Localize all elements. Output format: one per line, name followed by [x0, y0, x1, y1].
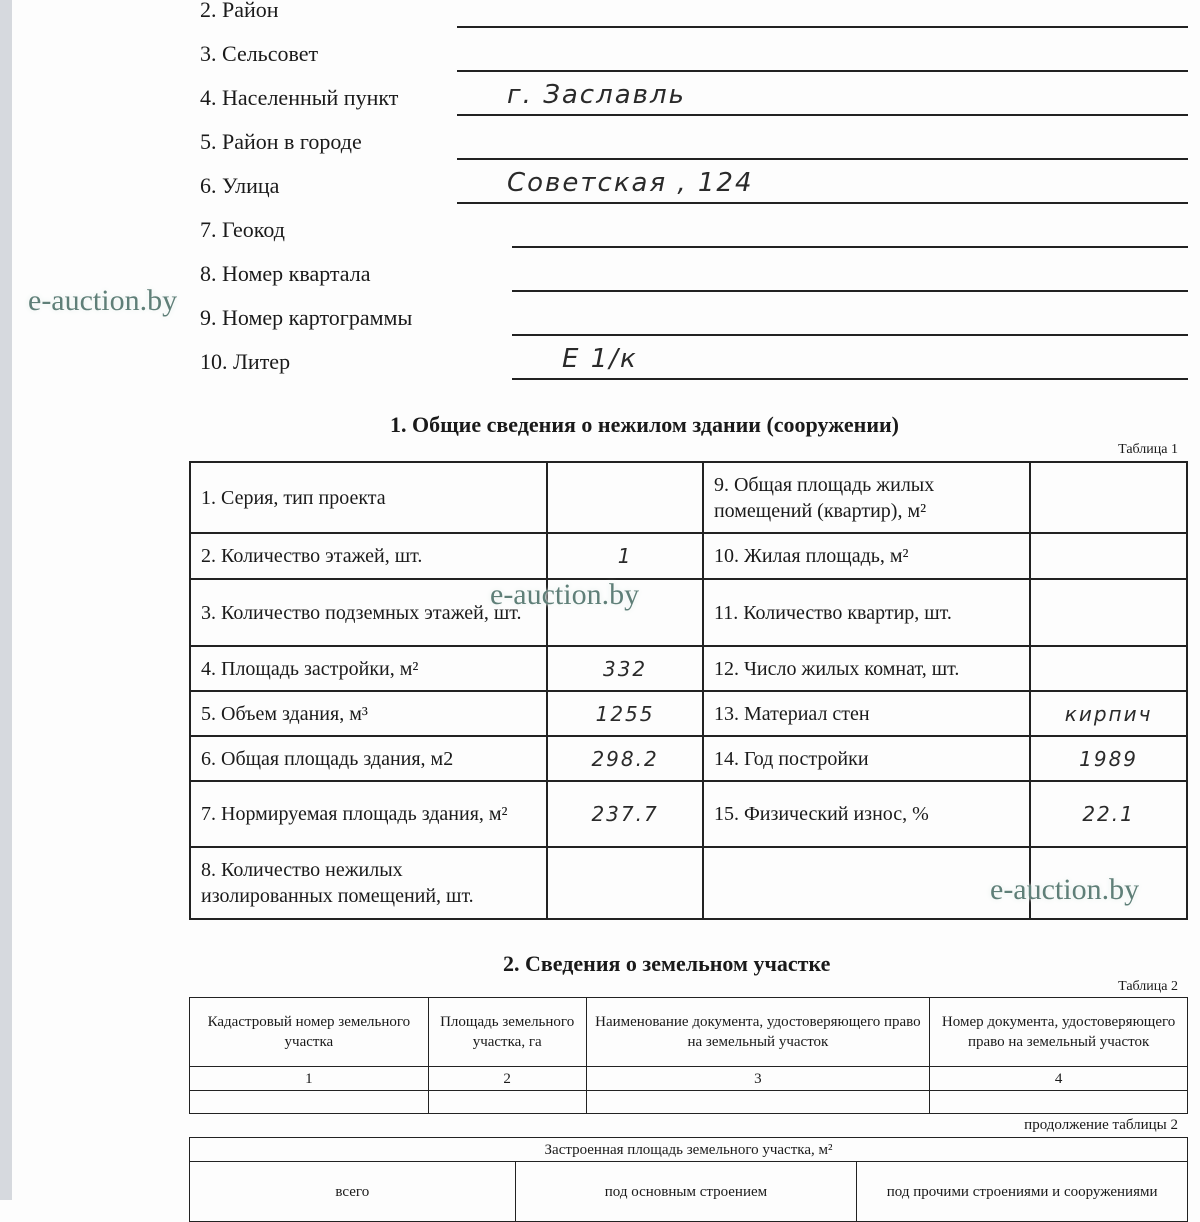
col-number: 3 — [586, 1067, 930, 1091]
scan-edge — [0, 0, 12, 1200]
col-number: 1 — [190, 1067, 429, 1091]
field-underline — [512, 246, 1188, 248]
table-row — [190, 691, 1187, 736]
empty-cell — [190, 1091, 429, 1114]
row-value[interactable]: кирпич — [1030, 691, 1187, 736]
field-label: 6. Улица — [200, 173, 280, 198]
field-label: 2. Район — [200, 0, 279, 22]
field-label: 8. Номер квартала — [200, 261, 371, 286]
field-label: 4. Населенный пункт — [200, 85, 399, 110]
row-value[interactable] — [1030, 579, 1187, 646]
row-label: 14. Год постройки — [703, 736, 1030, 781]
field-value[interactable]: г. Заславль — [507, 80, 686, 110]
row-label: 13. Материал стен — [703, 691, 1030, 736]
row-label: 6. Общая площадь здания, м2 — [190, 736, 547, 781]
row-label: 4. Площадь застройки, м² — [190, 646, 547, 691]
field-value[interactable]: Советская , 124 — [507, 168, 754, 198]
table-row — [190, 781, 1187, 847]
row-label: 5. Объем здания, м³ — [190, 691, 547, 736]
table-row — [190, 533, 1187, 579]
row-label: 12. Число жилых комнат, шт. — [703, 646, 1030, 691]
header-doc-number: Номер документа, удостоверяющего право на земельный участок — [930, 998, 1188, 1067]
header-cadastral: Кадастровый номер земельного участка — [190, 998, 429, 1067]
row-value[interactable] — [1030, 533, 1187, 579]
row-label: 15. Физический износ, % — [703, 781, 1030, 847]
continuation-caption: продолжение таблицы 2 — [1024, 1117, 1178, 1133]
row-value[interactable]: 1255 — [547, 691, 703, 736]
watermark: e-auction.by — [490, 578, 640, 611]
row-label: 3. Количество подземных этажей, шт. — [190, 579, 547, 646]
row-label: 2. Количество этажей, шт. — [190, 533, 547, 579]
field-underline — [457, 26, 1188, 28]
header-doc-name: Наименование документа, удостоверяющего право на земельный участок — [586, 998, 930, 1067]
field-underline — [512, 378, 1188, 380]
field-underline — [512, 290, 1188, 292]
field-label: 3. Сельсовет — [200, 41, 319, 66]
table2-caption: Таблица 2 — [1118, 979, 1178, 994]
row-value[interactable]: 298.2 — [547, 736, 703, 781]
row-value[interactable] — [547, 847, 703, 919]
row-value[interactable]: 237.7 — [547, 781, 703, 847]
table-row — [190, 462, 1187, 533]
row-value[interactable] — [1030, 462, 1187, 533]
row-label — [703, 847, 1030, 919]
built-area-main: под основным строением — [515, 1162, 857, 1222]
row-label: 10. Жилая площадь, м² — [703, 533, 1030, 579]
row-value[interactable]: 22.1 — [1030, 781, 1187, 847]
empty-cell — [930, 1091, 1188, 1114]
field-underline — [457, 70, 1188, 72]
row-label: 7. Нормируемая площадь здания, м² — [190, 781, 547, 847]
row-label: 8. Количество нежилых изолированных помещений, шт. — [190, 847, 547, 919]
field-underline — [512, 334, 1188, 336]
header-area: Площадь земельного участка, га — [428, 998, 586, 1067]
table-row — [190, 579, 1187, 646]
field-label: 7. Геокод — [200, 217, 285, 242]
row-value[interactable] — [547, 462, 703, 533]
watermark: e-auction.by — [28, 284, 178, 317]
table-row — [190, 736, 1187, 781]
table1-caption: Таблица 1 — [1118, 442, 1178, 457]
section2-title: 2. Сведения о земельном участке — [503, 951, 831, 976]
field-underline — [457, 202, 1188, 204]
section1-title: 1. Общие сведения о нежилом здании (сооружении) — [390, 412, 899, 437]
field-label: 10. Литер — [200, 349, 291, 374]
watermark: e-auction.by — [990, 873, 1140, 906]
built-area-header: Застроенная площадь земельного участка, м² — [190, 1138, 1188, 1162]
col-number: 4 — [930, 1067, 1188, 1091]
table-row — [190, 646, 1187, 691]
row-value[interactable] — [1030, 646, 1187, 691]
field-label: 5. Район в городе — [200, 129, 362, 154]
col-number: 2 — [428, 1067, 586, 1091]
row-label: 11. Количество квартир, шт. — [703, 579, 1030, 646]
field-underline — [457, 158, 1188, 160]
field-label: 9. Номер картограммы — [200, 305, 413, 330]
built-area-total: всего — [190, 1162, 516, 1222]
built-area-table — [189, 1137, 1188, 1222]
empty-cell — [586, 1091, 930, 1114]
row-value[interactable]: 1989 — [1030, 736, 1187, 781]
field-underline — [457, 114, 1188, 116]
empty-cell — [428, 1091, 586, 1114]
row-label: 9. Общая площадь жилых помещений (квартир), м² — [703, 462, 1030, 533]
row-label: 1. Серия, тип проекта — [190, 462, 547, 533]
row-value[interactable]: 1 — [547, 533, 703, 579]
field-value[interactable]: Е 1/к — [562, 344, 638, 374]
row-value[interactable]: 332 — [547, 646, 703, 691]
land-plot-table — [189, 997, 1188, 1114]
building-info-table — [189, 461, 1188, 920]
built-area-other: под прочими строениями и сооружениями — [857, 1162, 1188, 1222]
